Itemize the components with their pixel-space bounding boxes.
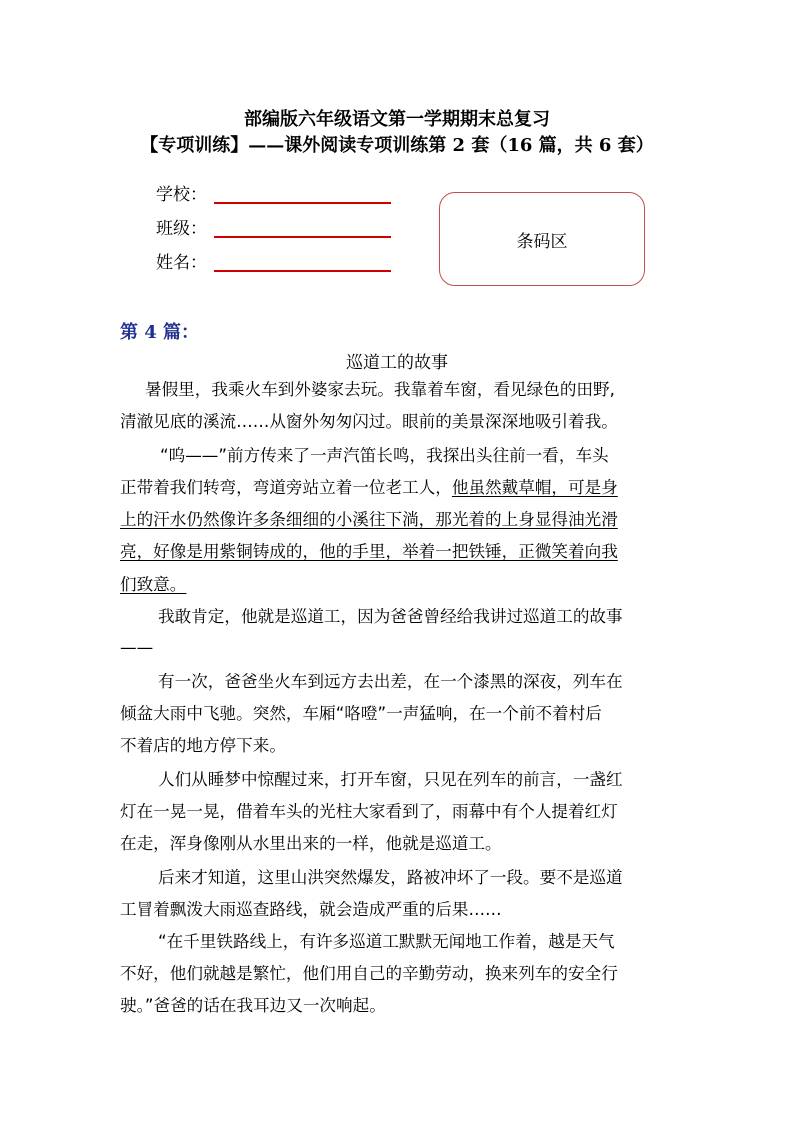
barcode-label: 条码区 [516, 231, 568, 252]
story-line: 暑假里，我乘火车到外婆家去玩。我靠着车窗，看见绿色的田野, [145, 380, 615, 399]
story-text: 正带着我们转弯，弯道旁站立着一位老工人， [120, 478, 452, 497]
story-line: 在走，浑身像刚从水里出来的一样，他就是巡道工。 [120, 834, 502, 853]
story-line-underlined: 们致意。 [120, 575, 187, 594]
story-title: 巡道工的故事 [346, 353, 448, 373]
story-line [120, 476, 618, 500]
name-field [156, 248, 391, 274]
story-line: “在千里铁路线上，有许多巡道工默默无闻地工作着，越是天气 [158, 932, 615, 951]
document-subtitle: 【专项训练】——课外阅读专项训练第 2 套（16 篇，共 6 套） [140, 135, 654, 156]
story-line: 倾盆大雨中飞驰。突然，车厢“咯噔”一声猛响，在一个前不着村后 [120, 704, 602, 723]
name-blank[interactable] [214, 270, 391, 272]
class-field [156, 214, 391, 240]
story-line-underlined: 亮，好像是用紫铜铸成的，他的手里，举着一把铁锤，正微笑着向我 [120, 542, 618, 561]
story-line: 工冒着飘泼大雨巡查路线，就会造成严重的后果…… [120, 900, 502, 919]
class-blank[interactable] [214, 236, 391, 238]
underlined-text: 他虽然戴草帽，可是身 [451, 478, 618, 497]
school-label: 学校： [156, 185, 207, 205]
school-field [156, 180, 391, 206]
story-line: 人们从睡梦中惊醒过来，打开车窗，只见在列车的前言，一盏红 [158, 770, 623, 789]
school-blank[interactable] [214, 202, 391, 204]
document-title: 部编版六年级语文第一学期期末总复习 [244, 109, 550, 130]
barcode-area [439, 192, 645, 286]
story-line: 有一次，爸爸坐火车到远方去出差，在一个漆黑的深夜，列车在 [158, 672, 623, 691]
class-label: 班级： [156, 219, 207, 239]
story-line-underlined: 上的汗水仍然像许多条细细的小溪往下淌，那光着的上身显得油光滑 [120, 510, 618, 529]
section-label: 第 4 篇： [120, 322, 200, 343]
story-line: 不好，他们就越是繁忙，他们用自己的辛勤劳动，换来列车的安全行 [120, 964, 618, 983]
story-line: 不着店的地方停下来。 [120, 736, 286, 755]
story-line: 我敢肯定，他就是巡道工，因为爸爸曾经给我讲过巡道工的故事 [158, 607, 623, 626]
name-label: 姓名： [156, 253, 207, 273]
story-line: —— [120, 638, 154, 657]
story-line: 后来才知道，这里山洪突然爆发，路被冲坏了一段。要不是巡道 [158, 868, 623, 887]
story-line: “呜——”前方传来了一声汽笛长鸣，我探出头往前一看，车头 [160, 446, 609, 465]
story-line: 灯在一晃一晃，借着车头的光柱大家看到了，雨幕中有个人提着红灯 [120, 802, 618, 821]
story-line: 清澈见底的溪流……从窗外匆匆闪过。眼前的美景深深地吸引着我。 [120, 412, 618, 431]
story-line: 驶。”爸爸的话在我耳边又一次响起。 [120, 996, 386, 1015]
